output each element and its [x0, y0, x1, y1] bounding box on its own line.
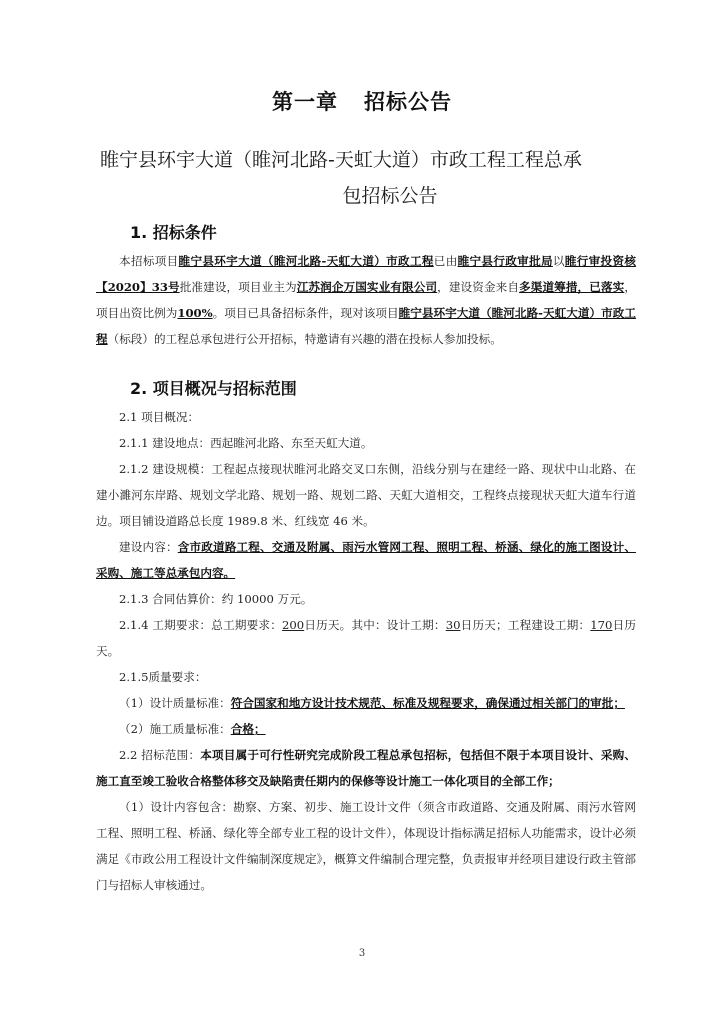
tender-conditions-paragraph [96, 248, 636, 352]
text-run: 2.2 招标范围： [119, 748, 201, 762]
overview-head: 2.1 项目概况： [119, 410, 200, 424]
text-run: 日历天。其中：设计工期： [304, 618, 446, 632]
design-content: （1）设计内容包含：勘察、方案、初步、施工设计文件（须含市政道路、交通及附属、雨污水管网工程、照明工程、桥涵、绿化等全部专业工程的设计文件），体现设计指标满足招标人功能需求，设计必须满足《市政公用工程设计文件编制深度规定》，概算文件编制合理完整，负责报审并经项目建设行政主管部门与招标人审核通过。 [96, 800, 636, 892]
tender-scope-value: 本项目属于可行性研究完成阶段工程总承包招标，包括但不限于本项目设计、采购、施工直至竣工验收合格整体移交及缺陷责任期内的保修等设计施工一体化项目的全部工作； [96, 748, 636, 788]
funding-source: 多渠道筹措，已落实 [519, 280, 625, 294]
notice-title [100, 142, 640, 214]
tender-scope [96, 742, 636, 794]
text-run: 日历天。 [96, 618, 636, 658]
section-2-body [96, 404, 636, 898]
construction-content-value: 含市政道路工程、交通及附属、雨污水管网工程、照明工程、桥涵、绿化的施工图设计、采购、施工等总承包内容。 [96, 540, 636, 580]
chapter-name: 招标公告 [364, 90, 452, 114]
project-owner: 江苏润企万国实业有限公司 [296, 280, 438, 294]
approval-doc: 睢行审投资核【2020】33号 [96, 254, 636, 294]
text-run: ，建设资金来自 [437, 280, 520, 294]
text-run: （标段）的工程总承包进行公开招标，特邀请有兴趣的潜在投标人参加投标。 [107, 332, 502, 346]
text-run: 本招标项目 [119, 254, 179, 268]
text-run: （1）设计质量标准： [119, 696, 231, 710]
project-name-repeat: 睢宁县环宇大道（睢河北路-天虹大道）市政工程 [96, 306, 636, 346]
construction-quality [96, 716, 636, 742]
design-quality-value: 符合国家和地方设计技术规范、标准及规程要求，确保通过相关部门的审批； [230, 696, 625, 710]
text-run: 已由 [433, 254, 458, 268]
text-run: 以 [552, 254, 565, 268]
notice-title-line2: 包招标公告 [342, 185, 438, 207]
text-run: 日历天；工程建设工期： [460, 618, 591, 632]
text-run: ，项目出资比例为 [96, 280, 636, 320]
construction-scale: 2.1.2 建设规模：工程起点接现状睢河北路交叉口东侧，沿线分别与在建经一路、现状中山北路、在建小濉河东岸路、规划文学北路、规划一路、规划二路、天虹大道相交，工程终点接现状天虹大道车行道边。项目铺设道路总长度 1989.8 米、红线宽 46 米。 [96, 462, 636, 528]
page-number: 3 [358, 948, 366, 959]
section-heading-2: 2. 项目概况与招标范围 [130, 379, 297, 398]
approver: 睢宁县行政审批局 [457, 254, 553, 268]
funding-ratio: 100% [177, 306, 213, 320]
text-run: 批准建设，项目业主为 [179, 280, 297, 294]
section-1-body [96, 248, 636, 352]
project-name: 睢宁县环宇大道（睢河北路-天虹大道）市政工程 [178, 254, 434, 268]
text-run: 建设内容： [119, 540, 178, 554]
chapter-title [0, 86, 724, 116]
schedule-requirement [96, 612, 636, 664]
text-run: （2）施工质量标准： [119, 722, 231, 736]
total-days: 200 [281, 618, 305, 632]
design-days: 30 [445, 618, 461, 632]
quality-head: 2.1.5质量要求： [119, 670, 207, 684]
design-quality [96, 690, 636, 716]
construction-location: 2.1.1 建设地点：西起睢河北路、东至天虹大道。 [119, 436, 373, 450]
construction-quality-value: 合格； [230, 722, 266, 736]
text-run: 。项目已具备招标条件，现对该项目 [212, 306, 399, 320]
build-days: 170 [590, 618, 613, 632]
notice-title-line1: 睢宁县环宇大道（睢河北路-天虹大道）市政工程工程总承 [100, 149, 582, 171]
contract-estimate: 2.1.3 合同估算价：约 10000 万元。 [119, 592, 313, 606]
chapter-label: 第一章 [272, 90, 338, 114]
section-heading-1: 1. 招标条件 [130, 223, 217, 242]
text-run: 2.1.4 工期要求：总工期要求： [119, 618, 282, 632]
construction-content [96, 534, 636, 586]
